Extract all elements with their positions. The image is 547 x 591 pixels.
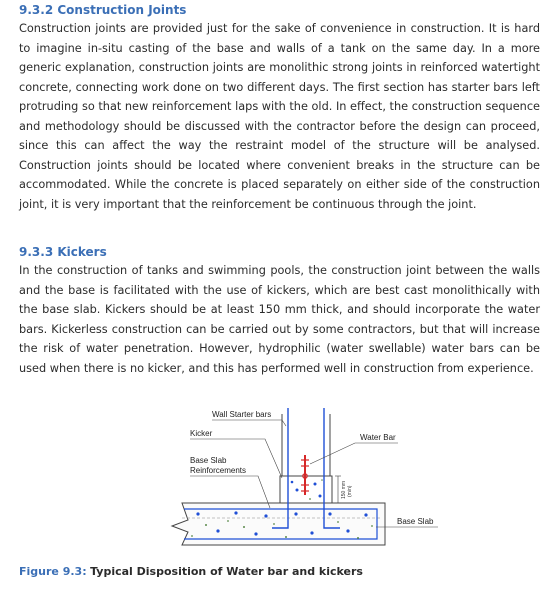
slab-rebar-dot [346, 529, 349, 532]
figure-caption-text: Typical Disposition of Water bar and kickers [90, 565, 363, 578]
construction-joints-paragraph: Construction joints are provided just for the sake of convenience in construction. It is hard to imagine in-situ casting of the base and walls of a tank on the same day. In a more generic explanation, construction joints are monolithic strong joints in reinforced watertight concrete, connecting work done on two different days. The first section has starter bars left protruding so that new reinforcement laps with the old. In effect, the construction sequence and methodology should be discussed with the contractor before the design can proceed, since this can affect the way the restraint model of the structure will be analysed. Construction joints should be located where convenient breaks in the structure can be accommodated. While the concrete is placed separately on either side of the construction joint, it is very important that the reinforcement be continuous through the joint. [19, 22, 540, 211]
aggregate-speck [371, 525, 373, 527]
slab-rebar-dot [310, 531, 313, 534]
aggregate-speck [227, 520, 229, 522]
slab-rebar-dot [254, 532, 257, 535]
slab-rebar-dot [328, 512, 331, 515]
aggregate-speck [357, 537, 359, 539]
base-slab-label: Base Slab [397, 517, 434, 526]
dimension-label: 150 mm [341, 480, 347, 499]
aggregate-speck [337, 521, 339, 523]
water-bar-label: Water Bar [360, 433, 396, 442]
kicker-rebar-dot [314, 483, 317, 486]
aggregate-speck [273, 523, 275, 525]
kicker-rebar-dot [296, 489, 299, 492]
base-slab-reinforcements-label-line1: Base Slab [190, 456, 227, 465]
aggregate-speck [243, 526, 245, 528]
kicker-label: Kicker [190, 429, 213, 438]
section-heading-construction-joints: 9.3.2 Construction Joints [19, 3, 187, 17]
kicker-rebar-dot [319, 495, 322, 498]
water-bar-leader [310, 443, 398, 464]
aggregate-speck [191, 535, 193, 537]
figure-caption [19, 565, 363, 578]
slab-rebar-dot [364, 513, 367, 516]
slab-rebar-dot [216, 529, 219, 532]
section-heading-kickers: 9.3.3 Kickers [19, 245, 107, 259]
slab-rebar-dot [294, 512, 297, 515]
slab-rebar-dot [196, 512, 199, 515]
aggregate-speck [205, 524, 207, 526]
aggregate-speck [285, 536, 287, 538]
aggregate-speck [321, 479, 323, 481]
dimension-label-min: (min) [347, 485, 353, 497]
aggregate-speck [309, 498, 311, 500]
wall-starter-bars-label: Wall Starter bars [212, 410, 272, 419]
slab-rebar-dot [264, 514, 267, 517]
slab-rebar-dot [234, 511, 237, 514]
base-slab-reinforcements-label-line2: Reinforcements [190, 466, 247, 475]
kickers-paragraph: In the construction of tanks and swimming pools, the construction joint between the walls and the base is facilitated with the use of kickers, which are best cast monolithically with the base slab. Kickers should be at least 150 mm thick, and should incorporate the water bars. Kickerless construction can be carried out by some contractors, but that will increase the risk of water penetration. However, hydrophilic (water swellable) water bars can be used when there is no kicker, and this has performed well in construction from experience. [19, 264, 540, 375]
figure-caption-number: Figure 9.3: [19, 565, 87, 578]
wall-starter-bars-leader [212, 420, 286, 426]
water-bar-kicker-diagram [170, 400, 450, 560]
kicker-rebar-dot [291, 481, 294, 484]
